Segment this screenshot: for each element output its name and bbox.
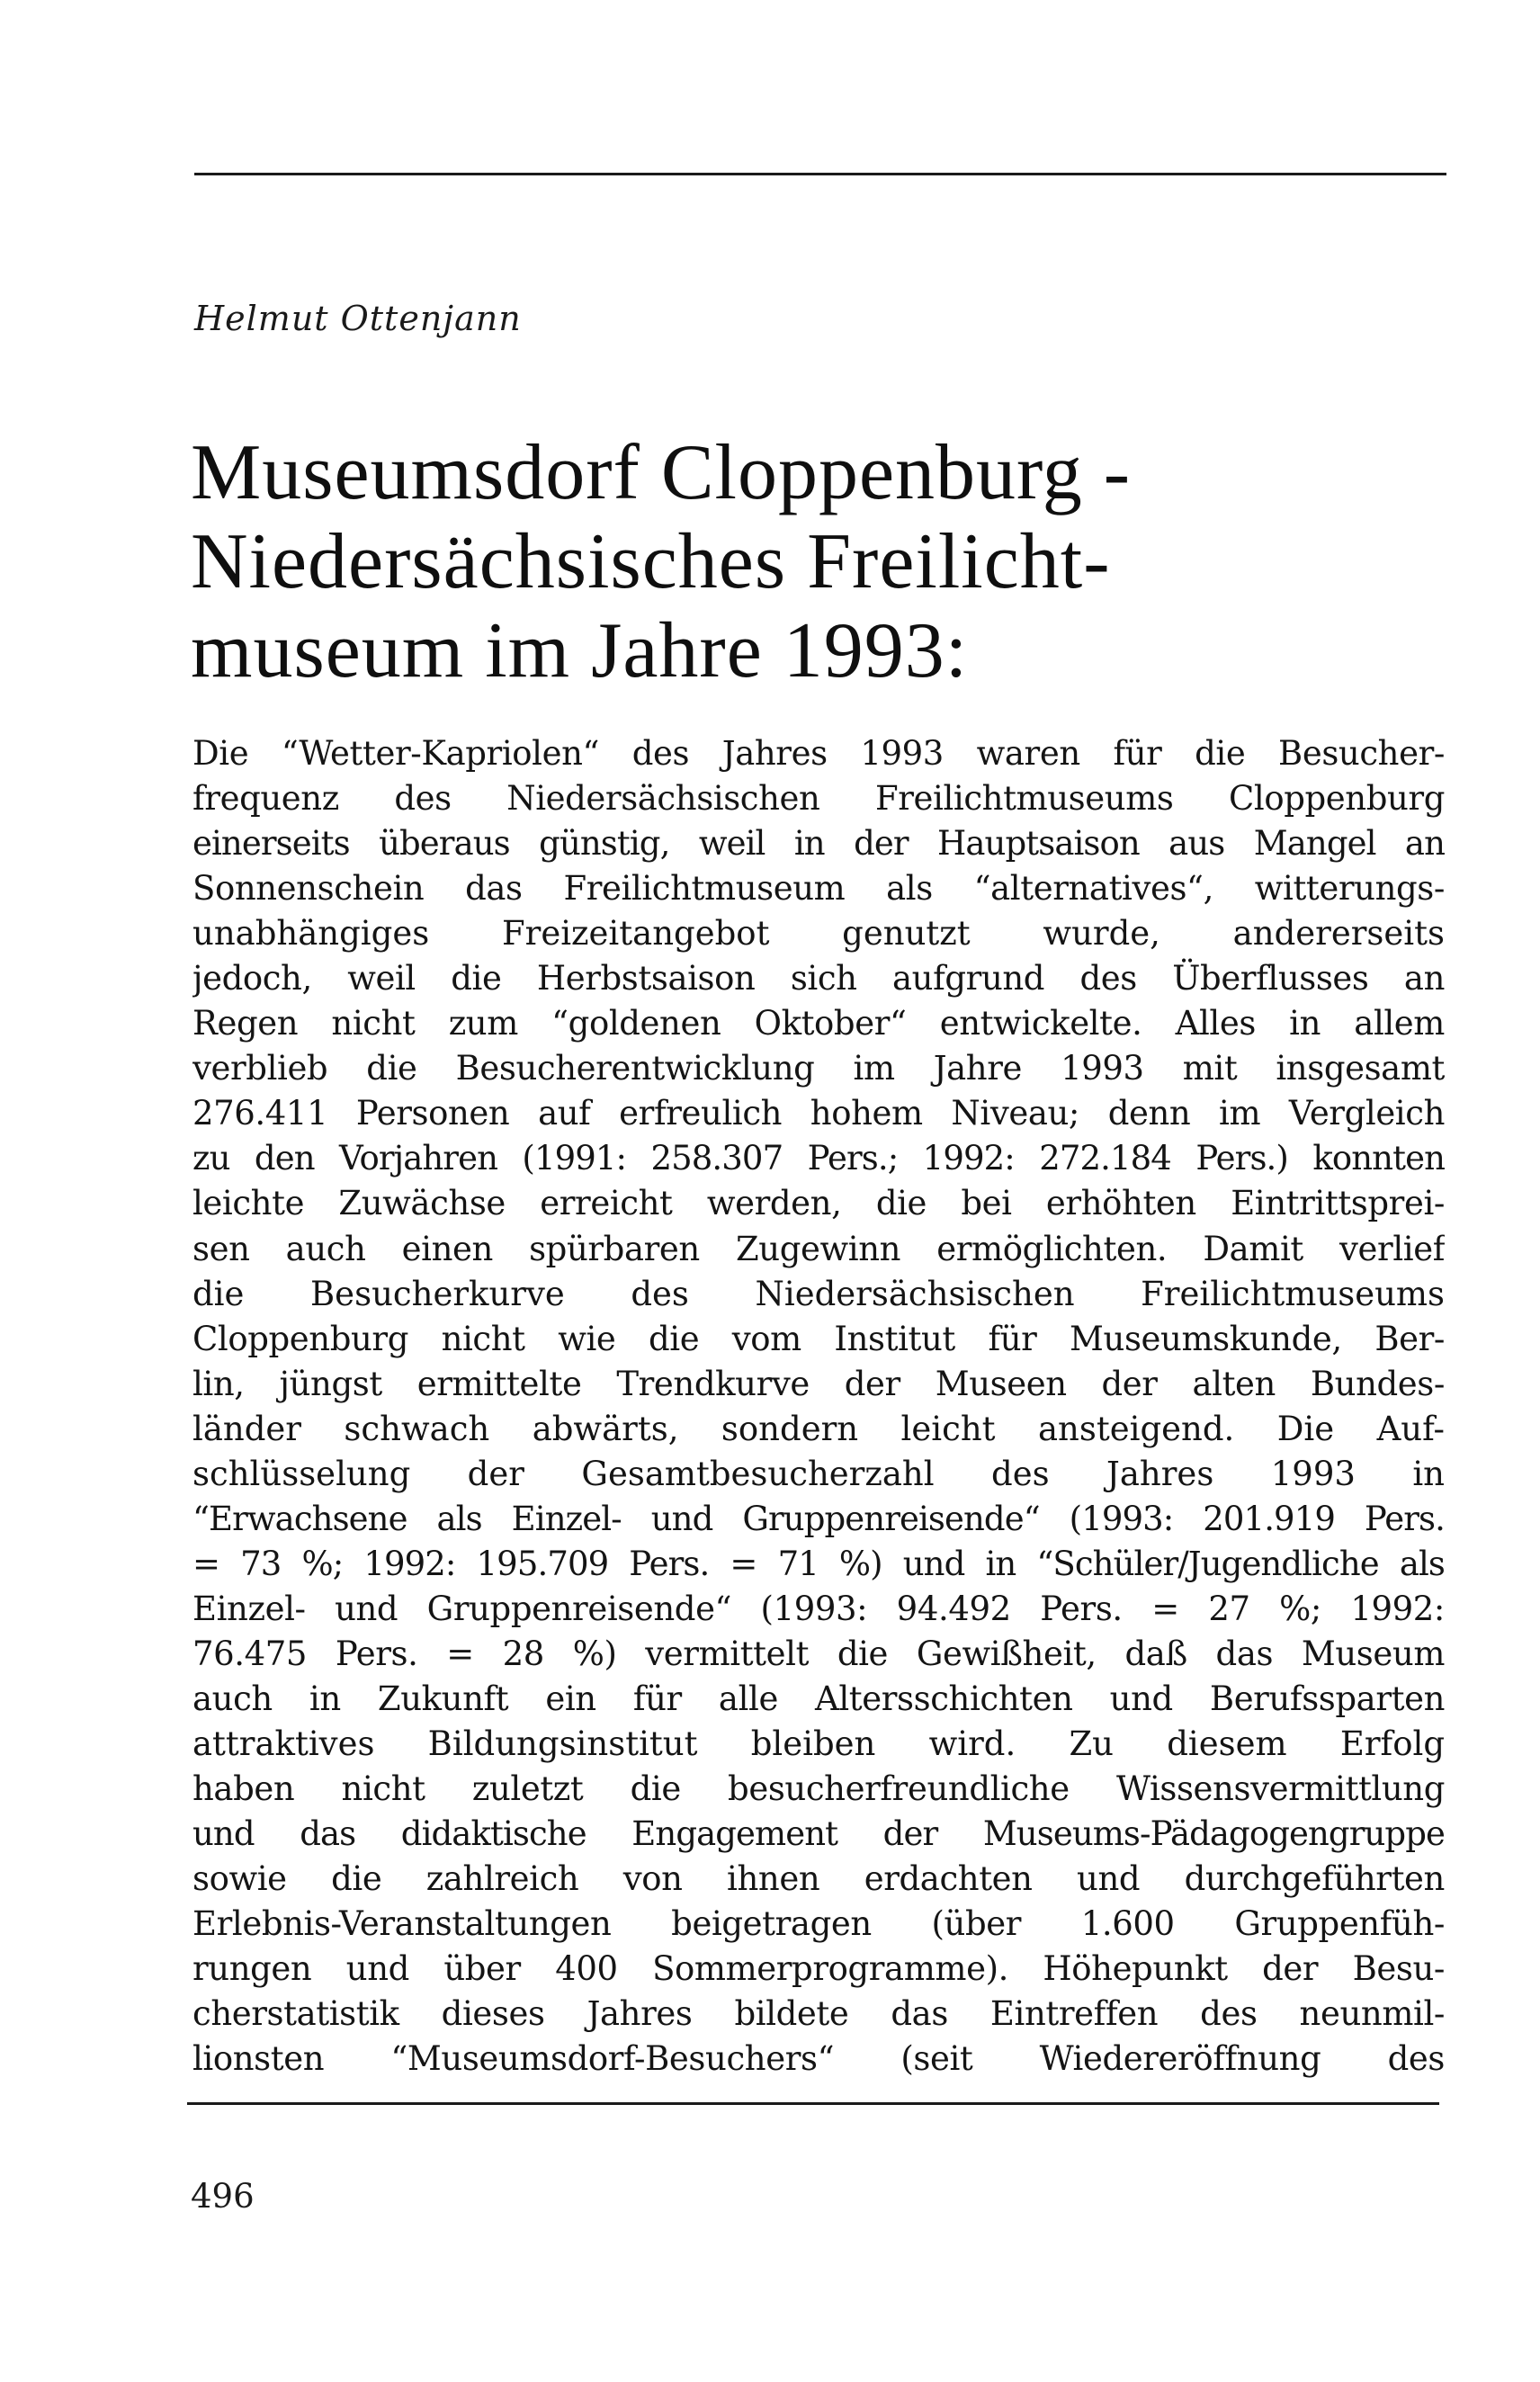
body-line: haben nicht zuletzt die besucherfreundliche Wissensvermittlung [192, 1769, 1445, 1809]
body-line: schlüsselung der Gesamtbesucherzahl des Jahres 1993 in [192, 1454, 1445, 1493]
body-line: rungen und über 400 Sommerprogramme). Höhepunkt der Besu- [192, 1949, 1445, 1989]
body-line: Die “Wetter-Kapriolen“ des Jahres 1993 waren für die Besucher- [192, 734, 1445, 773]
title-line: museum im Jahre 1993: [191, 607, 969, 694]
footer-rule [187, 2102, 1439, 2105]
body-line: sowie die zahlreich von ihnen erdachten und durchgeführten [192, 1859, 1445, 1899]
body-line: verblieb die Besucherentwicklung im Jahre 1993 mit insgesamt [192, 1049, 1445, 1088]
body-line: “Erwachsene als Einzel- und Gruppenreisende“ (1993: 201.919 Pers. [192, 1499, 1445, 1538]
author-name: Helmut Ottenjann [194, 299, 522, 338]
body-line: die Besucherkurve des Niedersächsischen Freilichtmuseums [192, 1274, 1445, 1313]
body-line: länder schwach abwärts, sondern leicht ansteigend. Die Auf- [192, 1409, 1445, 1448]
body-line: Sonnenschein das Freilichtmuseum als “alternatives“, witterungs- [192, 869, 1445, 909]
body-line: frequenz des Niedersächsischen Freilichtmuseums Cloppenburg [192, 779, 1445, 819]
title-line: Niedersächsisches Freilicht- [191, 518, 1111, 605]
body-line: attraktives Bildungsinstitut bleiben wird. Zu diesem Erfolg [192, 1724, 1445, 1764]
body-line: 76.475 Pers. = 28 %) vermittelt die Gewißheit, daß das Museum [192, 1634, 1445, 1673]
body-paragraph [192, 731, 1445, 2082]
body-line: = 73 %; 1992: 195.709 Pers. = 71 %) und in “Schüler/Jugendliche als [192, 1544, 1445, 1583]
body-line: leichte Zuwächse erreicht werden, die bei erhöhten Eintrittsprei- [192, 1184, 1445, 1223]
body-line: 276.411 Personen auf erfreulich hohem Niveau; denn im Vergleich [192, 1094, 1445, 1133]
article-title [191, 428, 1468, 695]
body-line: Erlebnis-Veranstaltungen beigetragen (über 1.600 Gruppenfüh- [192, 1904, 1445, 1944]
body-line: lin, jüngst ermittelte Trendkurve der Museen der alten Bundes- [192, 1364, 1445, 1403]
page-number: 496 [191, 2177, 255, 2216]
body-line: cherstatistik dieses Jahres bildete das Eintreffen des neunmil- [192, 1994, 1445, 2034]
body-line: einerseits überaus günstig, weil in der Hauptsaison aus Mangel an [192, 824, 1445, 864]
body-line: Einzel- und Gruppenreisende“ (1993: 94.492 Pers. = 27 %; 1992: [192, 1589, 1445, 1628]
body-line: auch in Zukunft ein für alle Altersschichten und Berufssparten [192, 1679, 1445, 1718]
body-line: unabhängiges Freizeitangebot genutzt wurde, andererseits [192, 914, 1445, 954]
header-rule [194, 173, 1446, 175]
body-line: Regen nicht zum “goldenen Oktober“ entwickelte. Alles in allem [192, 1004, 1445, 1043]
body-line: jedoch, weil die Herbstsaison sich aufgrund des Überflusses an [192, 959, 1445, 998]
body-line: und das didaktische Engagement der Museums-Pädagogengruppe [192, 1814, 1445, 1854]
body-line: Cloppenburg nicht wie die vom Institut für Museumskunde, Ber- [192, 1319, 1445, 1358]
body-line: lionsten “Museumsdorf-Besuchers“ (seit Wiedereröffnung des [192, 2039, 1445, 2079]
title-line: Museumsdorf Cloppenburg - [191, 429, 1132, 516]
body-line: zu den Vorjahren (1991: 258.307 Pers.; 1992: 272.184 Pers.) konnten [192, 1139, 1445, 1178]
body-line: sen auch einen spürbaren Zugewinn ermöglichten. Damit verlief [192, 1229, 1445, 1268]
